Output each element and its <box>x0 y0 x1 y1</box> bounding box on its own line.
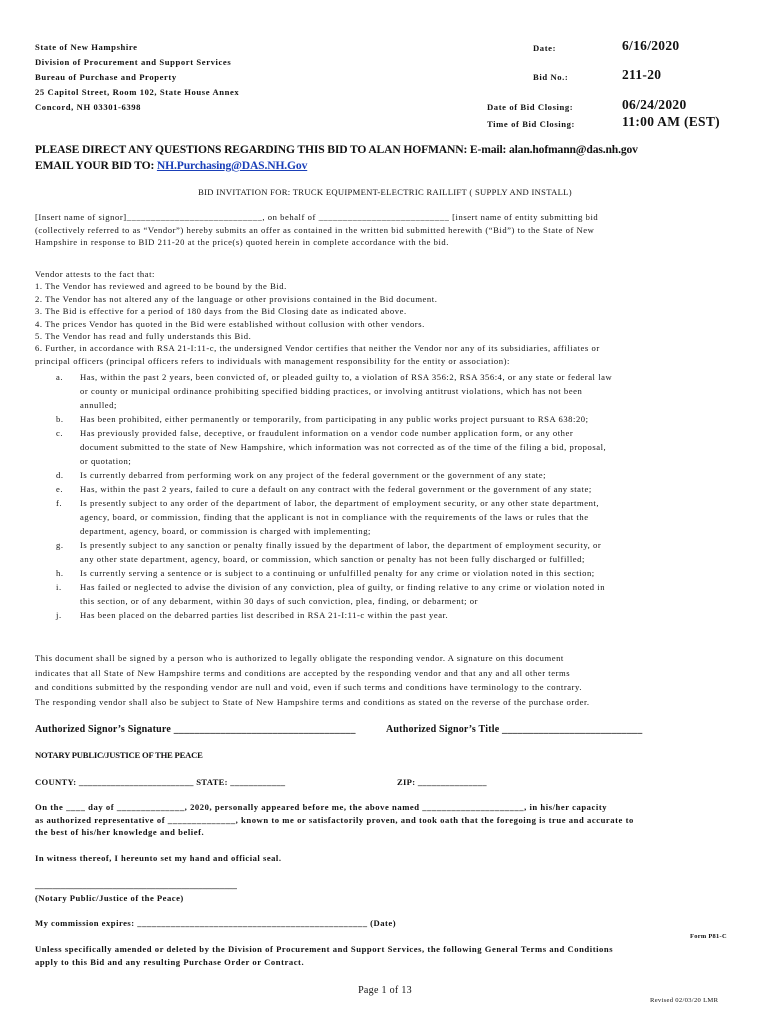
statement-line: the best of his/her knowledge and belief. <box>35 827 205 838</box>
agency-address-block <box>35 40 239 115</box>
bid-invitation-title: BID INVITATION FOR: TRUCK EQUIPMENT-ELECTRIC RAILLIFT ( SUPPLY AND INSTALL) <box>198 187 572 197</box>
sub-item-text: agency, board, or commission, finding that the applicant is not in compliance with the requirements of the laws or rules that the <box>80 512 589 522</box>
closing-date-label: Date of Bid Closing: <box>487 102 574 112</box>
agency-state: State of New Hampshire <box>35 42 138 52</box>
email-bid-label: EMAIL YOUR BID TO: <box>35 159 155 172</box>
sub-item-letter: g. <box>56 540 64 550</box>
signor-signature-field[interactable]: Authorized Signor’s Signature ___________________________________ <box>35 724 356 735</box>
notary-signature-field[interactable]: _______________________________________________ <box>35 880 237 890</box>
revision-note: Revised 02/03/20 LMR <box>650 997 719 1004</box>
sub-item-letter: d. <box>56 470 64 480</box>
sub-item-letter: j. <box>56 610 62 620</box>
sub-item-text: Is presently subject to any sanction or penalty finally issued by the department of labor, the department of employment security, or <box>80 540 602 550</box>
paragraph-line: and conditions submitted by the responding vendor are null and void, even if such terms and conditions have terminology to the contrary. <box>35 682 583 693</box>
sub-item-text: any other state department, agency, board, or commission, which sanction or penalty has not been fully discharged or fulfilled; <box>80 554 585 564</box>
email-bid-line <box>35 159 307 172</box>
intro-paragraph <box>35 211 745 249</box>
page-number: Page 1 of 13 <box>358 985 412 996</box>
statement-line: as authorized representative of ______________, known to me or satisfactorily proven, and took oath that the foregoing is true and accurate to <box>35 814 634 825</box>
sub-item-text: Has been placed on the debarred parties list described in RSA 21-I:11-c within the past year. <box>80 610 449 620</box>
agency-street: 25 Capitol Street, Room 102, State House Annex <box>35 86 240 97</box>
witness-line: In witness thereof, I hereunto set my hand and official seal. <box>35 853 282 863</box>
attest-item-1: 1. The Vendor has reviewed and agreed to be bound by the Bid. <box>35 281 287 292</box>
attest-item-6: 6. Further, in accordance with RSA 21-I:11-c, the undersigned Vendor certifies that neither the Vendor nor any of its subsidiaries, affiliates or <box>35 343 600 354</box>
sub-item-letter: i. <box>56 582 62 592</box>
sub-item-letter: e. <box>56 484 64 494</box>
date-label: Date: <box>533 43 557 53</box>
agency-bureau: Bureau of Purchase and Property <box>35 72 177 82</box>
closing-date-value: 06/24/2020 <box>622 97 687 112</box>
zip-field[interactable]: ZIP: _______________ <box>397 777 487 787</box>
sub-item-text: Has, within the past 2 years, failed to cure a default on any contract with the federal government or the government of any state; <box>80 484 592 494</box>
paragraph-line: indicates that all State of New Hampshire terms and conditions are accepted by the responding vendor and that any and all other terms <box>35 667 571 678</box>
terms-line: Unless specifically amended or deleted by the Division of Procurement and Support Services, the following General Terms and Conditions <box>35 944 614 954</box>
sub-item-text: Has failed or neglected to advise the division of any conviction, plea of guilty, or finding relative to any crime or violation noted in <box>80 582 606 592</box>
attests-block <box>35 268 600 367</box>
email-bid-link[interactable]: NH.Purchasing@DAS.NH.Gov <box>156 159 308 172</box>
sub-item-text: Is currently debarred from performing work on any project of the federal government or the government of any state; <box>80 470 547 480</box>
notary-signature-label: (Notary Public/Justice of the Peace) <box>35 893 184 903</box>
attests-intro: Vendor attests to the fact that: <box>35 269 155 279</box>
notary-title: NOTARY PUBLIC/JUSTICE OF THE PEACE <box>35 750 203 760</box>
intro-line: [Insert name of signor]____________________________, on behalf of ___________________________ [insert name of entity submitting bid <box>35 212 599 222</box>
date-value: 6/16/2020 <box>622 38 680 53</box>
sub-item-letter: b. <box>56 414 64 424</box>
agency-city: Concord, NH 03301-6398 <box>35 102 142 112</box>
bid-number-value: 211-20 <box>622 67 662 82</box>
sub-item-text: document submitted to the state of New Hampshire, which information was not corrected as of the time of the filing a bid, proposal, <box>80 442 607 452</box>
intro-line: (collectively referred to as “Vendor”) hereby submits an offer as contained in the written bid submitted herewith (“Bid”) to the State of New <box>35 224 595 235</box>
sub-item-text: Is currently serving a sentence or is subject to a continuing or unfulfilled penalty for any crime or violation noted in this section; <box>80 568 595 578</box>
commission-expires-field[interactable]: My commission expires: ________________________________________________ (Date) <box>35 918 397 928</box>
sub-item-letter: c. <box>56 428 64 438</box>
sub-item-text: Has been prohibited, either permanently or temporarily, from participating in any public works project pursuant to RSA 638:20; <box>80 414 589 424</box>
direct-questions-line: PLEASE DIRECT ANY QUESTIONS REGARDING THIS BID TO ALAN HOFMANN: E-mail: alan.hofmann@das.nh.gov <box>35 143 638 156</box>
sub-item-letter: a. <box>56 372 64 382</box>
signature-authority-paragraph <box>35 651 590 709</box>
paragraph-line: This document shall be signed by a person who is authorized to legally obligate the responding vendor. A signature on this document <box>35 653 564 663</box>
county-state-field[interactable]: COUNTY: _________________________ STATE: ____________ <box>35 777 286 787</box>
closing-time-value: 11:00 AM (EST) <box>622 114 720 129</box>
closing-time-label: Time of Bid Closing: <box>487 119 576 129</box>
attest-item-3: 3. The Bid is effective for a period of 180 days from the Bid Closing date as indicated above. <box>35 306 407 317</box>
sub-item-text: Has, within the past 2 years, been convicted of, or pleaded guilty to, a violation of RSA 356:2, RSA 356:4, or any state or federal law <box>80 372 613 382</box>
sub-item-text: Has previously provided false, deceptive, or fraudulent information on a vendor code number application form, or any other <box>80 428 574 438</box>
attest-item-2: 2. The Vendor has not altered any of the language or other provisions contained in the Bid document. <box>35 293 438 304</box>
paragraph-line: The responding vendor shall also be subject to State of New Hampshire terms and conditions as stated on the reverse of the purchase order. <box>35 696 590 707</box>
sub-item-text: or quotation; <box>80 456 132 466</box>
sub-item-letter: h. <box>56 568 64 578</box>
terms-line: apply to this Bid and any resulting Purchase Order or Contract. <box>35 956 305 967</box>
attest-item-5: 5. The Vendor has read and fully understands this Bid. <box>35 331 252 342</box>
notary-statement <box>35 801 634 839</box>
intro-line: Hampshire in response to BID 211-20 at the price(s) quoted herein in complete accordance with the bid. <box>35 237 449 248</box>
agency-division: Division of Procurement and Support Services <box>35 56 232 67</box>
sub-item-text: Is presently subject to any order of the department of labor, the department of employment security, or any other state department, <box>80 498 600 508</box>
sub-item-text: this section, or of any debarment, within 30 days of such conviction, plea, finding, or debarment; or <box>80 596 479 606</box>
general-terms-intro <box>35 943 613 968</box>
statement-line: On the ____ day of ______________, 2020, personally appeared before me, the above named _____________________, in his/her capacity <box>35 802 608 812</box>
bid-number-label: Bid No.: <box>533 72 569 82</box>
attest-item-6-cont: principal officers (principal officers refers to individuals with management responsibility for the entity or association): <box>35 355 510 366</box>
sub-item-text: or county or municipal ordinance prohibiting specified bidding practices, or involving antitrust violations, which has not been <box>80 386 583 396</box>
form-id: Form P81-C <box>690 933 727 940</box>
sub-item-letter: f. <box>56 498 63 508</box>
sub-item-text: annulled; <box>80 400 117 410</box>
signor-title-field[interactable]: Authorized Signor’s Title ___________________________ <box>386 724 643 735</box>
sub-item-text: department, agency, board, or commission is charged with implementing; <box>80 526 371 536</box>
attest-item-4: 4. The prices Vendor has quoted in the Bid were established without collusion with other vendors. <box>35 318 425 329</box>
